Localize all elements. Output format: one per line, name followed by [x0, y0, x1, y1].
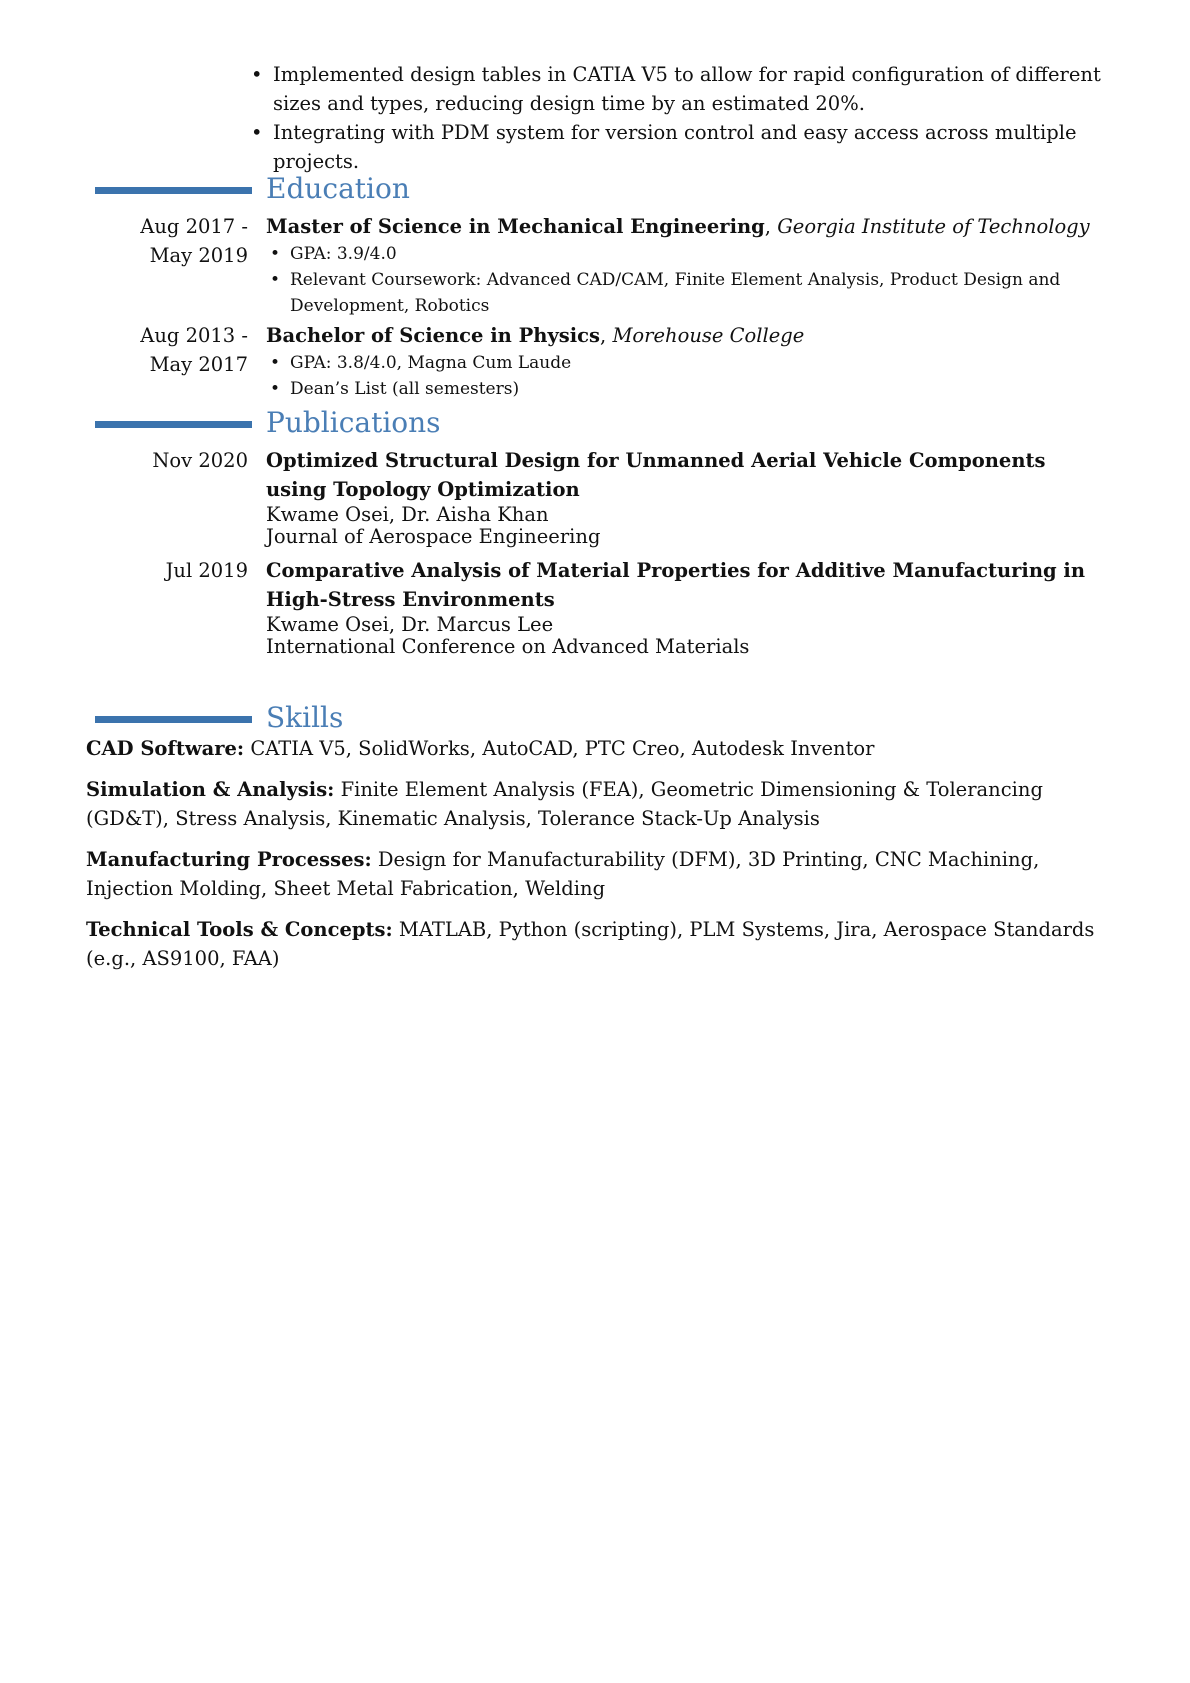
section-title: Publications: [266, 406, 441, 439]
separator: ,: [600, 324, 613, 347]
publication-venue: Journal of Aerospace Engineering: [266, 525, 601, 548]
skill-label: Technical Tools & Concepts:: [86, 918, 393, 941]
skill-label: Simulation & Analysis:: [86, 778, 335, 801]
skill-label: Manufacturing Processes:: [86, 848, 372, 871]
skill-label: CAD Software:: [86, 737, 245, 760]
skill-text: CATIA V5, SolidWorks, AutoCAD, PTC Creo, Autodesk Inventor: [250, 737, 875, 760]
education-details: [266, 350, 1106, 402]
detail-item: • Dean’s List (all semesters): [266, 376, 1106, 402]
entry-date: Aug 2017 - May 2019: [140, 215, 248, 267]
degree-title: Bachelor of Science in Physics: [266, 324, 601, 347]
experience-bullets: [273, 60, 1103, 176]
skill-text: Design for Manufacturability (DFM), 3D Printing, CNC Machining, Injection Molding, Sheet Metal Fabrication, Welding: [86, 848, 1040, 900]
section-title: Education: [266, 172, 410, 205]
skill-row: [86, 775, 1106, 833]
experience-bullet: • Implemented design tables in CATIA V5 to allow for rapid configuration of different sizes and types, reducing design time by an estimated 20%.: [247, 60, 1103, 118]
detail-item: • GPA: 3.9/4.0: [266, 241, 1106, 267]
education-details: [266, 241, 1106, 319]
detail-item: • GPA: 3.8/4.0, Magna Cum Laude: [266, 350, 1106, 376]
skill-text: MATLAB, Python (scripting), PLM Systems, Jira, Aerospace Standards (e.g., AS9100, FAA): [86, 918, 1095, 970]
skill-row: [86, 845, 1106, 903]
section-accent-bar: [95, 716, 252, 723]
degree-title: Master of Science in Mechanical Engineering: [266, 215, 765, 238]
school-name: Morehouse College: [612, 324, 805, 347]
section-title: Skills: [266, 701, 344, 734]
publication-title: Comparative Analysis of Material Properties for Additive Manufacturing in High-Stress Environments: [266, 559, 1086, 611]
detail-item: • Relevant Coursework: Advanced CAD/CAM, Finite Element Analysis, Product Design and Development, Robotics: [266, 267, 1106, 319]
publication-authors: Kwame Osei, Dr. Aisha Khan: [266, 503, 549, 526]
publications-section-header: [95, 406, 995, 440]
entry-date: Aug 2013 - May 2017: [140, 324, 248, 376]
publication-authors: Kwame Osei, Dr. Marcus Lee: [266, 613, 554, 636]
section-accent-bar: [95, 421, 252, 428]
entry-heading: [266, 321, 1106, 350]
skills-section-header: [95, 701, 995, 735]
entry-heading: [266, 212, 1106, 241]
school-name: Georgia Institute of Technology: [777, 215, 1090, 238]
section-accent-bar: [95, 187, 252, 194]
skill-row: [86, 915, 1106, 973]
entry-date: Nov 2020: [152, 449, 248, 472]
publication-title: Optimized Structural Design for Unmanned Aerial Vehicle Components using Topology Optimization: [266, 449, 1046, 501]
entry-date: Jul 2019: [165, 559, 248, 582]
skills-list: [86, 734, 1106, 985]
experience-bullet: • Integrating with PDM system for version control and easy access across multiple projects.: [247, 118, 1103, 176]
separator: ,: [764, 215, 778, 238]
publication-venue: International Conference on Advanced Materials: [266, 635, 750, 658]
skill-row: [86, 734, 1106, 763]
education-section-header: [95, 172, 995, 206]
skill-text: Finite Element Analysis (FEA), Geometric Dimensioning & Tolerancing (GD&T), Stress Analysis, Kinematic Analysis, Tolerance Stack-Up Analysis: [86, 778, 1043, 830]
